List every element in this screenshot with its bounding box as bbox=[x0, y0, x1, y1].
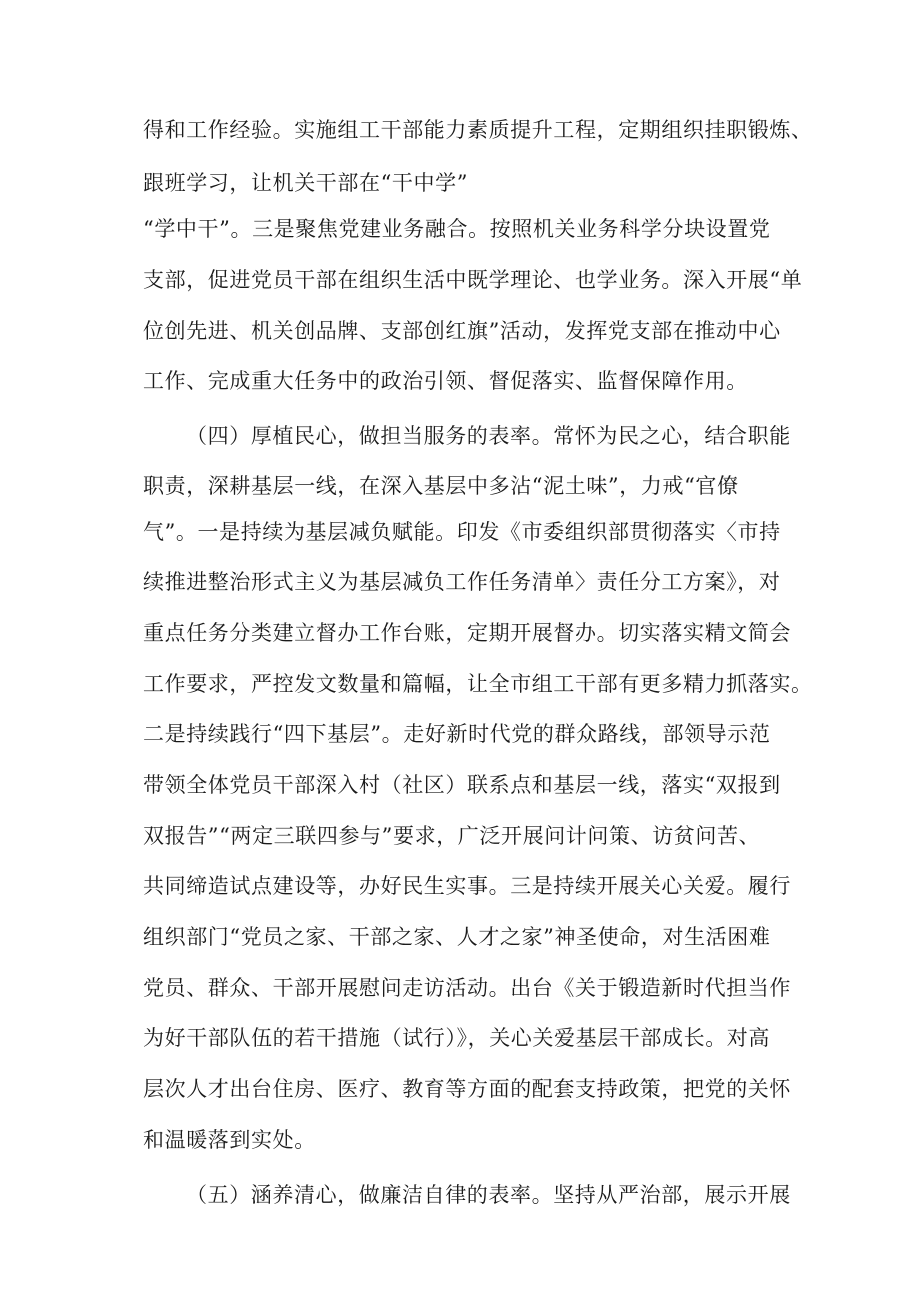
text-line: 层次人才出台住房、医疗、教育等方面的配套支持政策，把党的关怀 bbox=[143, 1077, 791, 1101]
section-heading-line: （四）厚植民心，做担当服务的表率。常怀为民之心，结合职能 bbox=[186, 424, 791, 448]
text-line: 续推进整治形式主义为基层减负工作任务清单〉责任分工方案》，对 bbox=[143, 570, 781, 594]
text-line: 得和工作经验。实施组工干部能力素质提升工程，定期组织挂职锻炼、 bbox=[143, 118, 813, 142]
section-heading-line: （五）涵养清心，做廉洁自律的表率。坚持从严治部，展示开展 bbox=[186, 1183, 791, 1207]
text-line: 带领全体党员干部深入村（社区）联系点和基层一线，落实“双报到 bbox=[143, 773, 781, 797]
text-line: 位创先进、机关创品牌、支部创红旗”活动，发挥党支部在推动中心 bbox=[143, 319, 781, 343]
text-line: 工作要求，严控发文数量和篇幅，让全市组工干部有更多精力抓落实。 bbox=[143, 672, 813, 696]
text-line: 党员、群众、干部开展慰问走访活动。出台《关于锻造新时代担当作 bbox=[143, 976, 791, 1000]
text-line: 职责，深耕基层一线，在深入基层中多沾“泥土味”，力戒“官僚 bbox=[143, 474, 739, 498]
text-line: 双报告”“两定三联四参与”要求，广泛开展问计问策、访贫问苦、 bbox=[143, 824, 761, 848]
text-line: 和温暖落到实处。 bbox=[143, 1128, 316, 1152]
text-line: 组织部门“党员之家、干部之家、人才之家”神圣使命，对生活困难 bbox=[143, 925, 771, 949]
text-line: 工作、完成重大任务中的政治引领、督促落实、监督保障作用。 bbox=[143, 369, 748, 393]
text-line: “学中干”。三是聚焦党建业务融合。按照机关业务科学分块设置党 bbox=[143, 217, 771, 241]
text-line: 二是持续践行“四下基层”。走好新时代党的群众路线，部领导示范 bbox=[143, 722, 771, 746]
text-line: 为好干部队伍的若干措施（试行）》，关心关爱基层干部成长。对高 bbox=[143, 1026, 770, 1050]
text-line: 共同缔造试点建设等，办好民生实事。三是持续开展关心关爱。履行 bbox=[143, 874, 791, 898]
text-line: 支部，促进党员干部在组织生活中既学理论、也学业务。深入开展“单 bbox=[143, 268, 803, 292]
text-line: 重点任务分类建立督办工作台账，定期开展督办。切实落实精文简会 bbox=[143, 621, 791, 645]
text-line: 气”。一是持续为基层减负赋能。印发《市委组织部贯彻落实〈市持 bbox=[143, 520, 781, 544]
text-line: 跟班学习，让机关干部在“干中学” bbox=[143, 171, 469, 195]
